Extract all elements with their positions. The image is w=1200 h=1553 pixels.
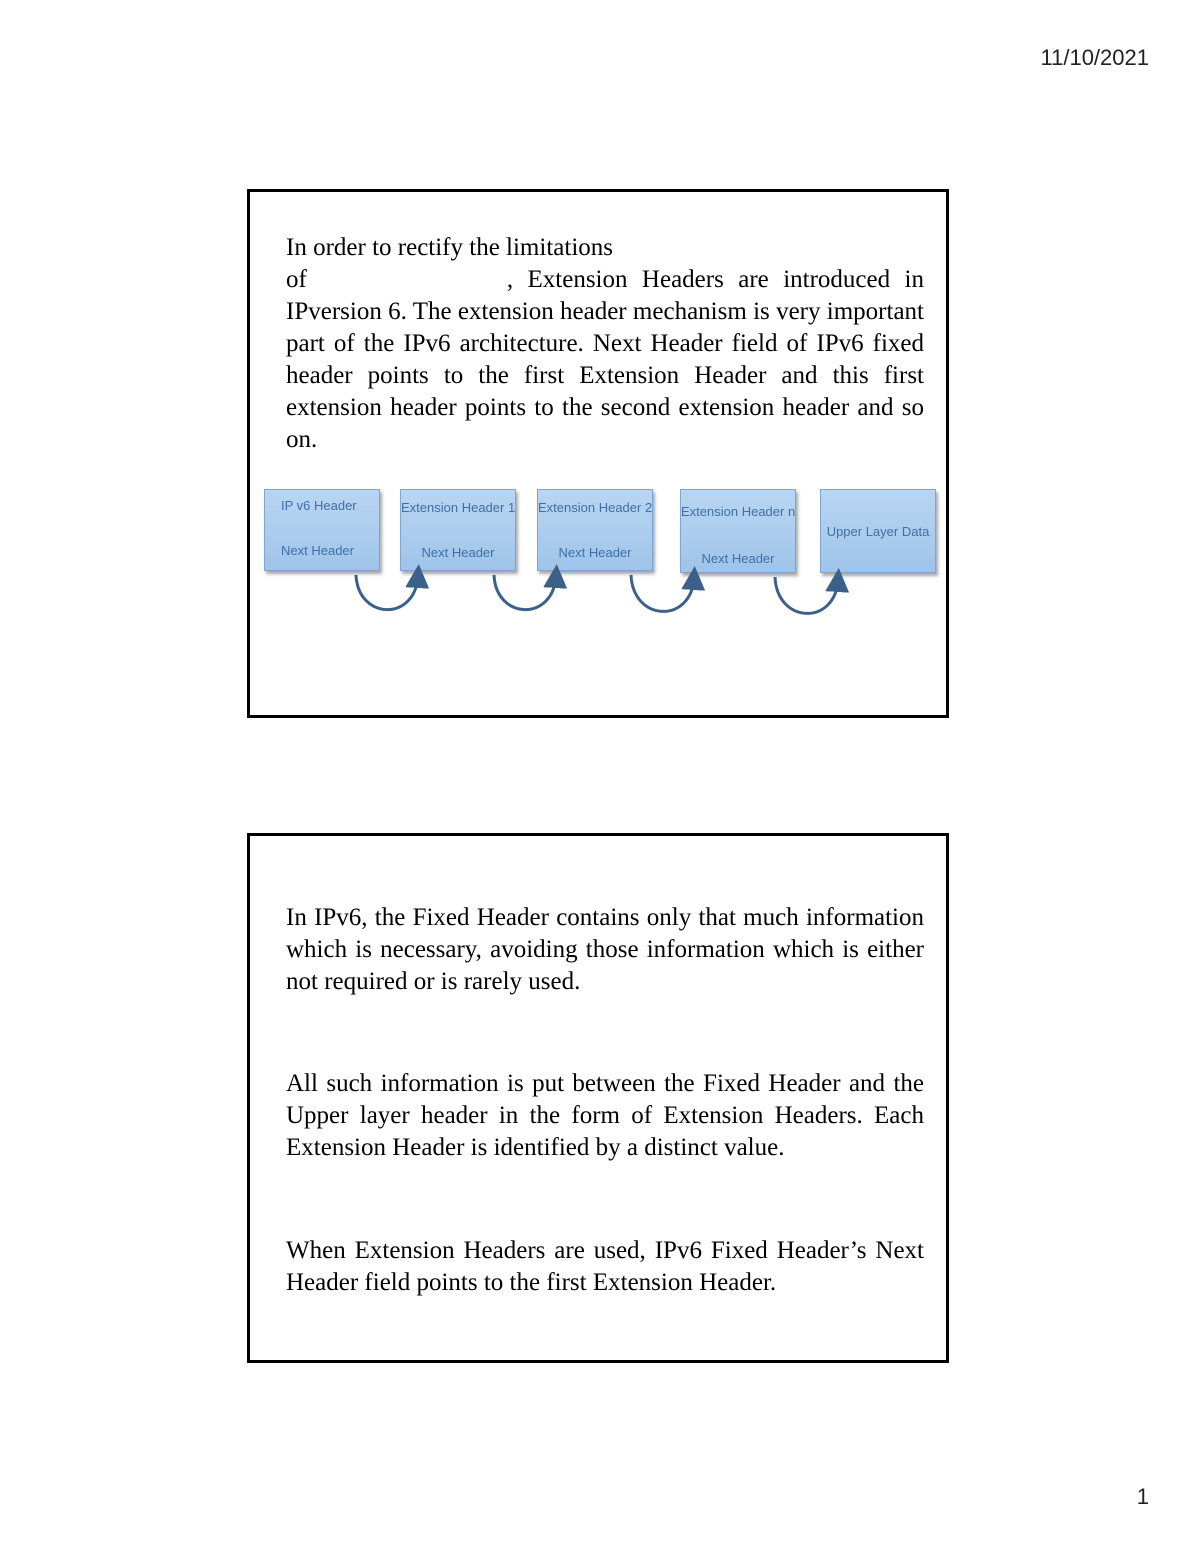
- ipv6-header-title: IP v6 Header: [281, 498, 357, 513]
- upper-layer-data-title: Upper Layer Data: [826, 523, 930, 539]
- extension-header-1-title: Extension Header 1: [401, 500, 516, 515]
- fixed-header-paragraph-1: In IPv6, the Fixed Header contains only that much information which is necessary, avoiding those information which is either not required or is rarely used.: [286, 904, 924, 995]
- page-date: 11/10/2021: [1040, 45, 1149, 70]
- extension-header-n-subtitle: Next Header: [701, 551, 775, 566]
- extension-header-2-subtitle: Next Header: [558, 545, 632, 560]
- intro-first-line: In order to rectify the limitations: [286, 234, 613, 261]
- extension-header-1-subtitle: Next Header: [421, 545, 495, 560]
- extension-header-chain-diagram: [250, 192, 952, 721]
- chain-arrows: [250, 192, 952, 721]
- arrow-4-icon: [775, 577, 838, 613]
- fixed-header-paragraph-2: All such information is put between the Fixed Header and the Upper layer header in the form of Extension Headers. Each Extension Header is identified by a distinct value.: [286, 1070, 924, 1161]
- extension-header-n-title: Extension Header n: [681, 504, 796, 519]
- intro-rest: , Extension Headers are introduced in IPversion 6. The extension header mechanism is very important part of the IPv6 architecture. Next Header field of IPv6 fixed header points to the first Extension Header and this first extension header points to the second extension header and so on.: [286, 266, 924, 453]
- slide-extension-headers-intro: [247, 189, 949, 718]
- slide-fixed-header-info: [247, 833, 949, 1363]
- arrow-1-icon: [356, 575, 418, 610]
- ipv6-header-subtitle: Next Header: [281, 543, 354, 558]
- arrow-3-icon: [631, 575, 694, 611]
- arrow-2-icon: [494, 575, 556, 610]
- extension-header-2-title: Extension Header 2: [538, 500, 653, 515]
- intro-of-word: of: [286, 266, 307, 293]
- fixed-header-paragraph-3: When Extension Headers are used, IPv6 Fixed Header’s Next Header field points to the first Extension Header.: [286, 1237, 924, 1296]
- page-number: 1: [1136, 1484, 1149, 1509]
